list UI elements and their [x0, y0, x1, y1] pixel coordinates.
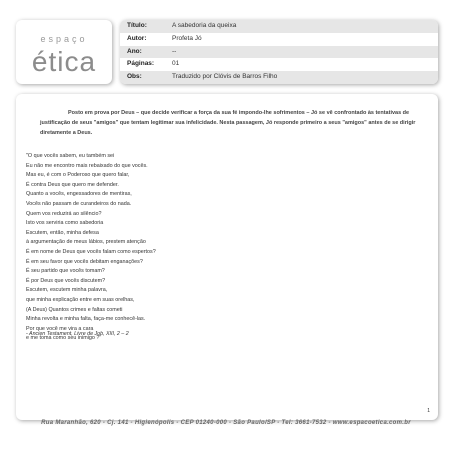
poem-line: É em nome de Deus que vocês falam como espertos? — [26, 248, 156, 255]
meta-label: Obs: — [127, 73, 142, 81]
poem-line: e me toma como seu inimigo ?" — [26, 335, 102, 342]
poem-line: Minha revolta e minha falta, faça-me conhecê-las. — [26, 316, 146, 323]
meta-label: Autor: — [127, 34, 147, 42]
poem-line: que minha explicação entre em suas orelhas, — [26, 296, 135, 303]
meta-row-notes — [120, 71, 438, 84]
intro-paragraph: Posto em prova por Deus – que decide verificar a força da sua fé impondo-lhe sofrimentos – Jó se vê confrontado às tentativas de justificação de seus "amigos" que tentam legitimar sua infelicidade. Nesta passagem, Jó responde primeiro a seus "amigos" antes de se dirigir diretamente a Deus. — [40, 110, 416, 136]
poem-line: Escutem, então, minha defesa — [26, 229, 99, 236]
meta-value: 01 — [172, 60, 180, 68]
poem-line: Eu não me encontro mais rebaixado do que vocês. — [26, 162, 148, 169]
footer-address: Rua Maranhão, 620 - Cj. 141 - Higienópolis - CEP 01240-000 - São Paulo/SP - Tel: 3661-7532 - www.espacoetica.com.br — [41, 420, 411, 426]
metadata-panel — [120, 20, 438, 84]
poem-line: Por que você me vira a cara — [26, 325, 94, 332]
poem-line: à argumentação de meus lábios, prestem atenção — [26, 239, 146, 246]
meta-label: Ano: — [127, 47, 142, 55]
poem-line: Escutem, escutem minha palavra, — [26, 287, 108, 294]
meta-label: Páginas: — [127, 60, 155, 68]
meta-row-author — [120, 33, 438, 46]
poem-line: (A Deus) Quantos crimes e faltas cometi — [26, 306, 123, 313]
meta-value: Traduzido por Clóvis de Barros Filho — [172, 73, 278, 81]
meta-value: A sabedoria da queixa — [172, 22, 237, 29]
logo — [16, 20, 112, 84]
citation: - Ancien Testament, Livre de Job, XIII, 2 – 2 — [26, 331, 129, 337]
poem-line: É seu partido que vocês tomam? — [26, 268, 105, 275]
poem-line: É em seu favor que vocês debitam enganações? — [26, 258, 143, 265]
poem-line: É contra Deus que quero me defender. — [26, 181, 119, 188]
meta-row-year — [120, 46, 438, 59]
meta-value: -- — [172, 47, 177, 55]
meta-value: Profeta Jó — [172, 34, 202, 42]
poem-line: Isto vos serviria como sabedoria — [26, 220, 104, 227]
poem — [26, 152, 406, 344]
poem-line: É por Deus que vocês discutem? — [26, 277, 106, 284]
poem-line: Mas eu, é com o Poderoso que quero falar, — [26, 172, 130, 179]
meta-row-title — [120, 20, 438, 33]
poem-line: "O que vocês sabem, eu também sei — [26, 153, 115, 159]
document-body — [16, 94, 438, 420]
poem-line: Vocês não passam de curandeiros do nada. — [26, 200, 132, 207]
page-number: 1 — [427, 408, 430, 414]
meta-label: Título: — [127, 22, 147, 29]
poem-line: Quem vos reduzirá ao silêncio? — [26, 210, 102, 217]
logo-main-text: ética — [31, 46, 97, 77]
meta-row-pages — [120, 58, 438, 71]
poem-line: Quanto a vocês, engessadores de mentiras, — [26, 191, 132, 198]
logo-top-text: espaço — [40, 34, 88, 44]
